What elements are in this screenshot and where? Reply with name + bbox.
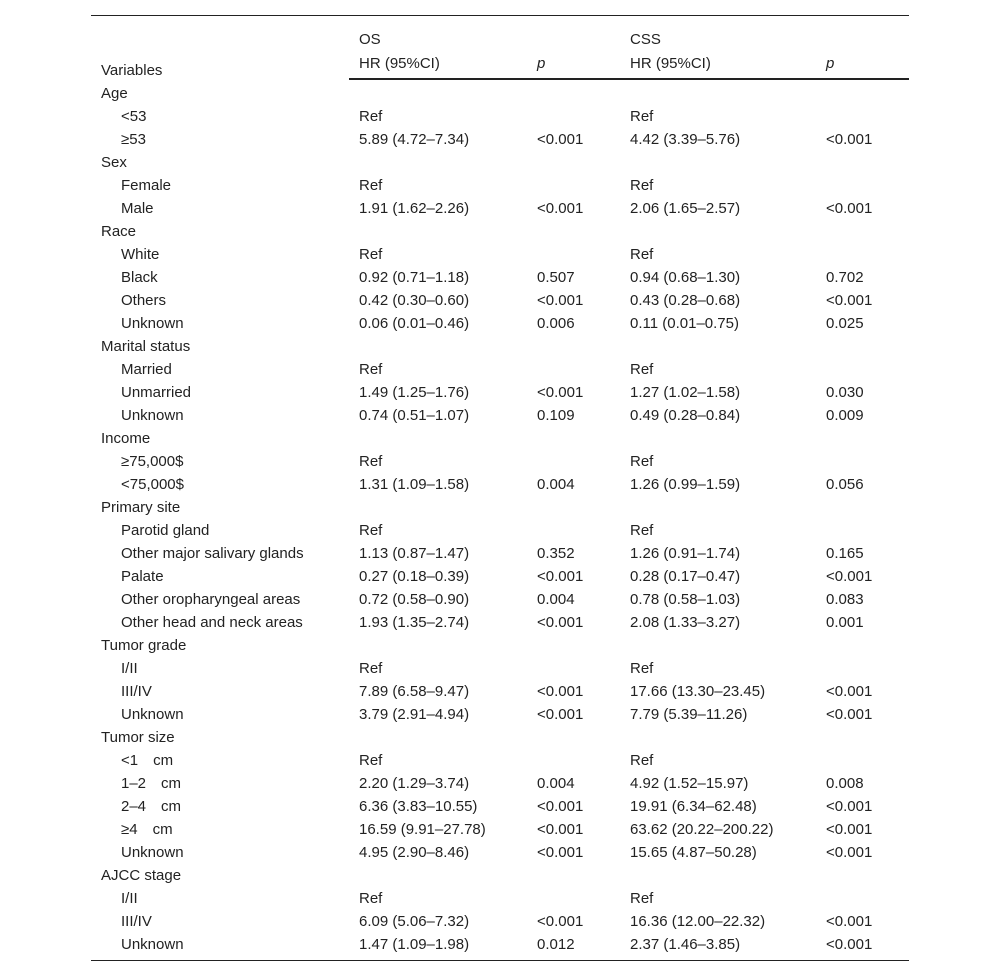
- table-row: [91, 197, 909, 220]
- os-p-cell: <0.001: [537, 913, 584, 930]
- table-row: [91, 519, 909, 542]
- css-hr-cell: 2.06 (1.65–2.57): [630, 200, 741, 217]
- group-row: [91, 79, 909, 105]
- header-row-groups: [91, 16, 909, 49]
- os-hr-cell: 1.47 (1.09–1.98): [349, 933, 527, 961]
- os-p-cell: 0.109: [537, 407, 575, 424]
- group-label: Income: [101, 430, 151, 447]
- os-hr-cell: 6.09 (5.06–7.32): [359, 913, 470, 930]
- table-row: [91, 174, 909, 197]
- os-p-cell: <0.001: [537, 821, 584, 838]
- os-hr-cell: Ref: [359, 522, 383, 539]
- os-p-cell: [527, 243, 620, 266]
- os-p-cell: [527, 450, 620, 473]
- css-hr-cell: 0.11 (0.01–0.75): [630, 315, 739, 332]
- table-row: [91, 381, 909, 404]
- level-label: 2–4 cm: [121, 798, 182, 815]
- level-label: <75,000$: [121, 476, 184, 493]
- css-p-cell: [816, 519, 909, 542]
- os-hr-cell: 0.06 (0.01–0.46): [359, 315, 470, 332]
- os-hr-cell: 7.89 (6.58–9.47): [359, 683, 470, 700]
- table-row: [91, 910, 909, 933]
- table-row: [91, 588, 909, 611]
- table-row: [91, 404, 909, 427]
- os-p-cell: 0.004: [537, 775, 575, 792]
- table-row: [91, 795, 909, 818]
- css-p-cell: <0.001: [826, 131, 873, 148]
- table-row: [91, 450, 909, 473]
- css-p-cell: [816, 450, 909, 473]
- level-label: Parotid gland: [121, 522, 210, 539]
- css-p-cell: <0.001: [816, 933, 909, 961]
- level-label: <53: [121, 108, 147, 125]
- table-row: [91, 565, 909, 588]
- css-hr-cell: 17.66 (13.30–23.45): [630, 683, 766, 700]
- cox-regression-table: [91, 15, 909, 961]
- level-label: Unknown: [121, 706, 184, 723]
- table-header: [91, 16, 909, 80]
- os-p-cell: 0.352: [537, 545, 575, 562]
- css-p-cell: [816, 657, 909, 680]
- os-p-cell: <0.001: [537, 200, 584, 217]
- os-p-cell: <0.001: [537, 798, 584, 815]
- os-hr-cell: Ref: [359, 660, 383, 677]
- css-header: CSS: [620, 16, 909, 49]
- level-label: ≥4 cm: [121, 821, 173, 838]
- os-hr-cell: 1.91 (1.62–2.26): [359, 200, 470, 217]
- css-p-cell: 0.008: [826, 775, 864, 792]
- css-hr-cell: 0.49 (0.28–0.84): [630, 407, 741, 424]
- os-p-cell: [527, 887, 620, 910]
- group-row: [91, 335, 909, 358]
- css-hr-cell: Ref: [630, 453, 654, 470]
- css-hr-cell: 1.26 (0.91–1.74): [630, 545, 741, 562]
- os-p-header: p: [527, 48, 620, 79]
- table-row: [91, 703, 909, 726]
- os-p-cell: <0.001: [537, 131, 584, 148]
- level-label: Unknown: [121, 407, 184, 424]
- os-hr-cell: 0.74 (0.51–1.07): [359, 407, 470, 424]
- table-row: [91, 887, 909, 910]
- os-p-cell: [527, 749, 620, 772]
- os-hr-cell: Ref: [359, 246, 383, 263]
- group-label: Race: [101, 223, 137, 240]
- level-label: Other major salivary glands: [121, 545, 304, 562]
- level-label: 1–2 cm: [121, 775, 182, 792]
- group-row: [91, 496, 909, 519]
- table-row: [91, 266, 909, 289]
- os-p-cell: [527, 657, 620, 680]
- css-hr-cell: 1.26 (0.99–1.59): [630, 476, 741, 493]
- os-hr-cell: Ref: [359, 361, 383, 378]
- css-hr-cell: 4.92 (1.52–15.97): [630, 775, 749, 792]
- css-p-cell: 0.702: [826, 269, 864, 286]
- table-row: [91, 243, 909, 266]
- css-hr-cell: 0.78 (0.58–1.03): [630, 591, 741, 608]
- css-p-cell: 0.056: [826, 476, 864, 493]
- table-body: [91, 79, 909, 961]
- level-label: ≥53: [121, 131, 146, 148]
- table-row: [91, 542, 909, 565]
- css-hr-cell: 0.43 (0.28–0.68): [630, 292, 741, 309]
- css-p-cell: [816, 243, 909, 266]
- css-p-cell: [816, 887, 909, 910]
- table-row: [91, 105, 909, 128]
- css-hr-cell: Ref: [630, 177, 654, 194]
- table-row: [91, 841, 909, 864]
- level-label: ≥75,000$: [121, 453, 184, 470]
- level-label: Unknown: [121, 315, 184, 332]
- os-p-cell: <0.001: [537, 614, 584, 631]
- level-label: Unmarried: [121, 384, 192, 401]
- os-p-cell: [527, 519, 620, 542]
- css-hr-cell: Ref: [630, 246, 654, 263]
- level-label: Palate: [121, 568, 164, 585]
- css-hr-cell: 7.79 (5.39–11.26): [630, 706, 748, 723]
- table-row: [91, 818, 909, 841]
- css-p-cell: 0.001: [826, 614, 864, 631]
- table-row: [91, 128, 909, 151]
- level-label: I/II: [121, 660, 138, 677]
- css-hr-cell: 2.37 (1.46–3.85): [620, 933, 816, 961]
- table-row: [91, 473, 909, 496]
- os-hr-cell: 3.79 (2.91–4.94): [359, 706, 470, 723]
- os-p-cell: <0.001: [537, 384, 584, 401]
- os-p-cell: <0.001: [537, 706, 584, 723]
- table-row: [91, 933, 909, 961]
- group-row: [91, 220, 909, 243]
- css-hr-cell: Ref: [630, 660, 654, 677]
- os-hr-cell: 0.92 (0.71–1.18): [359, 269, 470, 286]
- os-p-cell: 0.004: [537, 476, 575, 493]
- css-p-cell: <0.001: [826, 821, 873, 838]
- level-label: Other head and neck areas: [121, 614, 303, 631]
- results-table-container: [91, 15, 909, 961]
- os-hr-cell: 0.42 (0.30–0.60): [359, 292, 470, 309]
- table-row: [91, 289, 909, 312]
- os-hr-cell: 1.31 (1.09–1.58): [359, 476, 470, 493]
- os-p-cell: 0.006: [537, 315, 575, 332]
- os-p-cell: [527, 105, 620, 128]
- os-p-cell: <0.001: [537, 568, 584, 585]
- group-label: AJCC stage: [101, 867, 182, 884]
- css-hr-cell: Ref: [630, 752, 654, 769]
- css-hr-cell: Ref: [630, 890, 654, 907]
- level-label: Male: [121, 200, 154, 217]
- css-p-cell: [816, 749, 909, 772]
- group-label: Primary site: [101, 499, 181, 516]
- css-hr-cell: 2.08 (1.33–3.27): [630, 614, 741, 631]
- css-p-cell: <0.001: [826, 568, 873, 585]
- css-p-cell: 0.030: [826, 384, 864, 401]
- os-hr-cell: Ref: [359, 752, 383, 769]
- table-row: [91, 772, 909, 795]
- css-hr-cell: 1.27 (1.02–1.58): [630, 384, 741, 401]
- os-hr-cell: 1.13 (0.87–1.47): [359, 545, 470, 562]
- os-hr-cell: Ref: [359, 108, 383, 125]
- table-row: [91, 657, 909, 680]
- css-p-cell: <0.001: [826, 913, 873, 930]
- os-hr-cell: 2.20 (1.29–3.74): [359, 775, 470, 792]
- os-hr-cell: 1.49 (1.25–1.76): [359, 384, 470, 401]
- css-p-cell: 0.165: [826, 545, 864, 562]
- os-hr-header: HR (95%CI): [349, 48, 527, 79]
- group-label: Sex: [101, 154, 127, 171]
- group-row: [91, 726, 909, 749]
- level-label: Married: [121, 361, 172, 378]
- css-hr-cell: 0.28 (0.17–0.47): [630, 568, 741, 585]
- os-hr-cell: 0.72 (0.58–0.90): [359, 591, 470, 608]
- css-hr-cell: 16.36 (12.00–22.32): [630, 913, 766, 930]
- css-p-cell: <0.001: [826, 706, 873, 723]
- os-hr-cell: 16.59 (9.91–27.78): [359, 821, 486, 838]
- variables-header: Variables: [91, 16, 349, 80]
- css-hr-cell: Ref: [630, 522, 654, 539]
- css-p-cell: <0.001: [826, 683, 873, 700]
- level-label: Unknown: [121, 844, 184, 861]
- css-p-cell: [816, 174, 909, 197]
- css-p-cell: <0.001: [826, 798, 873, 815]
- os-p-cell: 0.012: [527, 933, 620, 961]
- level-label: White: [121, 246, 160, 263]
- css-hr-cell: 0.94 (0.68–1.30): [630, 269, 741, 286]
- table-row: [91, 312, 909, 335]
- css-p-header: p: [816, 48, 909, 79]
- level-label: III/IV: [121, 913, 152, 930]
- level-label: I/II: [121, 890, 138, 907]
- os-p-cell: 0.004: [537, 591, 575, 608]
- css-hr-cell: 4.42 (3.39–5.76): [630, 131, 741, 148]
- css-p-cell: 0.025: [826, 315, 864, 332]
- table-row: [91, 749, 909, 772]
- table-row: [91, 680, 909, 703]
- group-label: Age: [101, 85, 128, 102]
- css-hr-header: HR (95%CI): [620, 48, 816, 79]
- level-label: Others: [121, 292, 167, 309]
- group-label: Tumor grade: [101, 637, 187, 654]
- level-label: <1 cm: [121, 752, 174, 769]
- css-p-cell: [816, 105, 909, 128]
- os-hr-cell: Ref: [359, 177, 383, 194]
- css-p-cell: 0.009: [826, 407, 864, 424]
- css-hr-cell: 15.65 (4.87–50.28): [630, 844, 757, 861]
- level-label: Unknown: [91, 933, 349, 961]
- group-row: [91, 427, 909, 450]
- css-hr-cell: 63.62 (20.22–200.22): [630, 821, 774, 838]
- os-hr-cell: 5.89 (4.72–7.34): [359, 131, 470, 148]
- css-p-cell: <0.001: [826, 200, 873, 217]
- os-hr-cell: 1.93 (1.35–2.74): [359, 614, 470, 631]
- os-hr-cell: 0.27 (0.18–0.39): [359, 568, 470, 585]
- group-row: [91, 634, 909, 657]
- css-hr-cell: 19.91 (6.34–62.48): [630, 798, 757, 815]
- group-label: Marital status: [101, 338, 191, 355]
- os-hr-cell: Ref: [359, 890, 383, 907]
- os-p-cell: 0.507: [537, 269, 575, 286]
- css-hr-cell: Ref: [630, 361, 654, 378]
- os-hr-cell: 6.36 (3.83–10.55): [359, 798, 478, 815]
- table-row: [91, 358, 909, 381]
- css-hr-cell: Ref: [630, 108, 654, 125]
- os-hr-cell: 4.95 (2.90–8.46): [359, 844, 470, 861]
- group-row: [91, 864, 909, 887]
- level-label: Black: [121, 269, 158, 286]
- level-label: III/IV: [121, 683, 152, 700]
- css-p-cell: <0.001: [826, 292, 873, 309]
- os-p-cell: [527, 358, 620, 381]
- os-p-cell: <0.001: [537, 844, 584, 861]
- css-p-cell: [816, 358, 909, 381]
- os-p-cell: [527, 174, 620, 197]
- group-row: [91, 151, 909, 174]
- os-hr-cell: Ref: [359, 453, 383, 470]
- css-p-cell: 0.083: [826, 591, 864, 608]
- level-label: Female: [121, 177, 172, 194]
- os-p-cell: <0.001: [537, 683, 584, 700]
- os-p-cell: <0.001: [537, 292, 584, 309]
- group-label: Tumor size: [101, 729, 175, 746]
- table-row: [91, 611, 909, 634]
- css-p-cell: <0.001: [826, 844, 873, 861]
- level-label: Other oropharyngeal areas: [121, 591, 301, 608]
- os-header: OS: [349, 16, 620, 49]
